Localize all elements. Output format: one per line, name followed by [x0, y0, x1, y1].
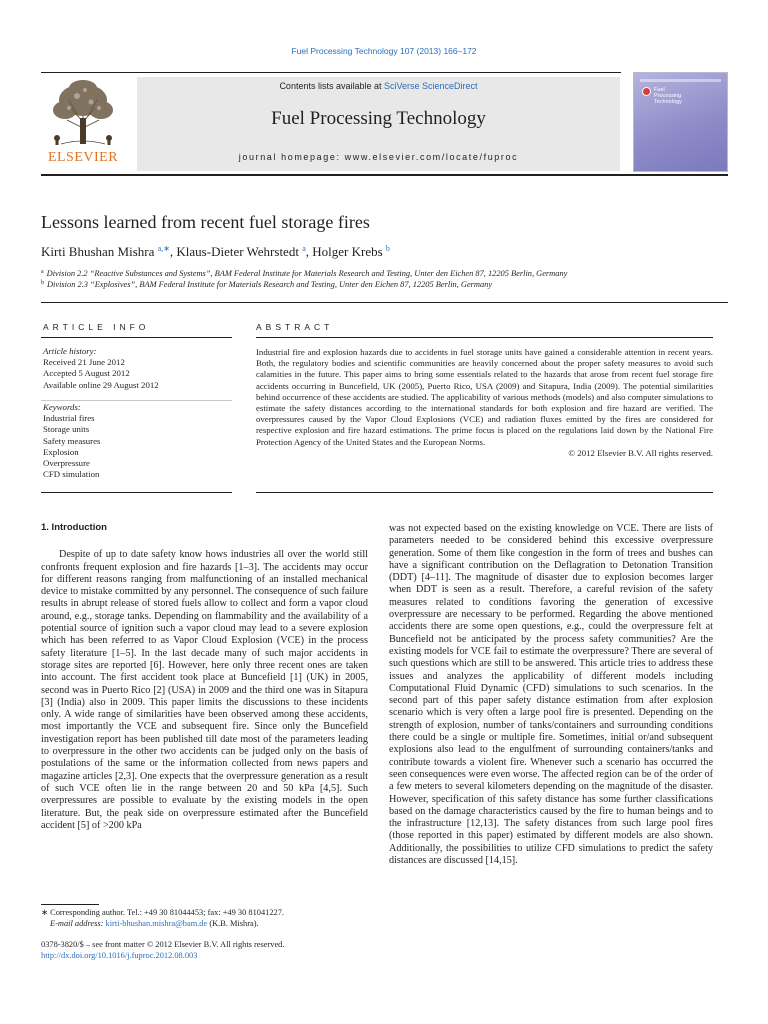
cover-stripe — [640, 79, 721, 82]
footnote — [41, 907, 284, 929]
cover-title-line: Technology — [654, 99, 682, 105]
keyword: Industrial fires — [43, 413, 95, 424]
article-history — [43, 346, 159, 391]
article-title: Lessons learned from recent fuel storage fires — [41, 212, 370, 232]
abstract-rule-bottom — [256, 492, 713, 493]
abstract-body: Industrial fire and explosion hazards due to accidents in fuel storage units have gained a considerable attention in recent years. Both, the regulatory bodies and scientific communities are heavily concerned about the proper safety measures to avoid such calamities in the future. This paper aims to bring some essentials related to the hazards that arose from recent fuel storage fire accidents occurring in Buncefield, UK (2005), Puerto Rico, USA (2009) and Sitapura, India (2009). The potential similarities behind occurrence of these accidents are studied. The applicability of various methods (models) and also computer simulations to estimate the safety distances according to the international standards for both explosion and fire hazard are verified. The overpressures caused by the Vapor Cloud Explosions (VCE) and radiation fluxes emitted by the fires are considered for respective explosion and fire hazard estimations. The prime focus is placed on the regulations laid down by the National Fire Protection Agency of the United States and the European Norms. — [256, 347, 713, 447]
journal-homepage[interactable]: journal homepage: www.elsevier.com/locate/fuproc — [238, 152, 519, 162]
author-affiliation-mark[interactable]: a,∗ — [157, 244, 170, 253]
author-name: Klaus-Dieter Wehrstedt — [176, 244, 299, 259]
cover-badge-icon — [642, 87, 651, 96]
intro-paragraph-continued: was not expected based on the existing knowledge on VCE. There are lists of parameters needed to be considered behind this excessive overpressure generation. Some of them like congestion in the form of trees and bushes can have a significant contribution on the Deflagration to Detonation Transition (DDT) [4–11]. The magnitude of disaster due to explosion becomes larger when DDT is seen as a result. Therefore, a careful revision of the safety measures related to conditions favoring the generation of excessive overpressure are necessary to be performed. Regarding the above mentioned accidents there are some open questions, e.g., could the overpressure felt at Buncefield not be anticipated by the process safety communities? Are the existing models for VCE fail to estimate the overpressure? There are several of such questions which are still to be answered. This article tries to address these issues and analyzes the applicability of different models including Computational Fluid Dynamic (CFD) simulations to such scenarios. In the second part of this paper safety distance estimation from after explosion scenario which is very often a large pool fire is presented. Depending on the strength of explosion, number of tanks/containers and surrounding conditions there could be a single or multiple fire. Sometimes, initial or/and subsequent explosions also lead to the engulfment of surrounding containers/tanks and contribute towards a violent fire. Whenever such a scenario has occurred the seen consequences were even worse. The affected region can be of the order of a few meters to several kilometers depending on the magnitude of the disaster. However, specification of this safety distance has some further classifications based on the damage characteristics caused by the fire to human beings and to the infrastructure [12,13]. The safety distances from such large pool fires (those reported in this paper) estimated by different models are also shown. Additionally, the possibilities to utilize CFD simulations to predict the safety distances are discussed [14,15]. — [389, 523, 713, 867]
author-affiliation-mark[interactable]: a — [302, 244, 306, 253]
elsevier-logo — [41, 78, 125, 170]
header-rule-bottom — [41, 174, 728, 176]
keyword: Storage units — [43, 424, 90, 435]
issn-block — [41, 939, 284, 961]
affiliation — [41, 269, 567, 278]
affiliation-mark: b — [41, 280, 44, 286]
journal-cover-thumbnail — [633, 72, 728, 172]
contents-prefix: Contents lists available at — [279, 81, 384, 91]
keywords-heading: Keywords: — [43, 402, 81, 412]
abstract-text — [256, 347, 713, 459]
cover-title — [654, 87, 682, 105]
author-name: Kirti Bhushan Mishra — [41, 244, 155, 259]
received-date: Received 21 June 2012 — [43, 357, 125, 368]
author-email-link[interactable]: kirti-bhushan.mishra@bam.de — [105, 919, 208, 929]
article-info-rule — [41, 337, 232, 338]
keywords-block — [43, 402, 100, 480]
keyword: Explosion — [43, 446, 79, 457]
corresponding-author-note: ∗ Corresponding author. Tel.: +49 30 81044453; fax: +49 30 81041227. — [41, 908, 284, 917]
affiliation-text: Division 2.3 “Explosives”, BAM Federal Institute for Materials Research and Testing, Unter den Eichen 87, 12205 Berlin, Germany — [47, 280, 493, 289]
sciencedirect-link[interactable]: SciVerse ScienceDirect — [384, 81, 478, 91]
footnote-rule — [41, 904, 99, 905]
cover-title-line: Processing — [654, 93, 682, 99]
abstract-label: ABSTRACT — [256, 322, 334, 332]
article-info-rule-bottom — [41, 492, 232, 493]
section-heading: 1. Introduction — [41, 522, 107, 533]
cover-title-line: Fuel — [654, 87, 665, 93]
article-info-separator — [41, 400, 232, 401]
journal-title: Fuel Processing Technology — [271, 108, 486, 129]
affiliation-text: Division 2.2 “Reactive Substances and Systems”, BAM Federal Institute for Materials Research and Testing, Unter den Eichen 87, 12205 Berlin, Germany — [46, 269, 568, 278]
accepted-date: Accepted 5 August 2012 — [43, 368, 130, 379]
doi-link[interactable]: http://dx.doi.org/10.1016/j.fuproc.2012.08.003 — [41, 951, 198, 961]
header-rule-top — [41, 72, 621, 73]
author-name: Holger Krebs — [312, 244, 383, 259]
elsevier-tree-icon — [41, 78, 125, 148]
keyword: CFD simulation — [43, 469, 100, 480]
elsevier-wordmark: ELSEVIER — [47, 150, 119, 165]
author-affiliation-mark[interactable]: b — [385, 244, 390, 253]
section-divider — [41, 302, 728, 303]
contents-line — [137, 81, 620, 91]
article-info-label: ARTICLE INFO — [43, 322, 150, 332]
issn-line: 0378-3820/$ – see front matter © 2012 Elsevier B.V. All rights reserved. — [41, 940, 285, 949]
article-history-heading: Article history: — [43, 346, 97, 356]
affiliation — [41, 280, 492, 289]
email-suffix: (K.B. Mishra). — [209, 919, 259, 929]
keyword: Safety measures — [43, 435, 101, 446]
author-list: Kirti Bhushan Mishra $^{a,∗}$, Klaus-Dieter Wehrstedt $^a$, Holger Krebs $^b$ — [41, 244, 390, 259]
affiliation-mark: a — [41, 269, 44, 275]
body-column-right — [389, 523, 713, 867]
intro-paragraph: Despite of up to date safety know hows industries all over the world still confronts frequent explosion and fire hazards [1–3]. The accidents may occur for different reasons ranging from malfunctioning of an installed mechanical device to mistake committed by any personnel. The consequence of such failure results in abrupt release of stored fuels allow to collect and form a vapor cloud around, e.g., storage tanks. Depending on flammability and the availability of a potential source of ignition such a vapor cloud may lead to a severe explosion which has been referred to as Vapor Cloud Explosion (VCE) in the process safety literature [1–5]. In the last decade many of such major accidents in storage sites are reported [6]. However, here only three recent ones are taken into account. The first accident took place at Buncefield [1] (UK) in 2005, second was in Puerto Rico [2] (USA) in 2009 and the third one was in Sitapura [3] (India) also in 2009. This paper limits the discussions to these incidents only. A wide range of similarities have been observed among these accidents, most importantly the VCE and subsequent fire. Since only the Buncefield investigation report has been published till date most of the parameters leading to overpressure in the other two accidents can be judged only on the basis of postulations of the same or the information collected from news papers and magazine articles [2,3]. One expects that the overpressure generation as a result of such VCE often lie in the range between 20 and 50 kPa [4,5]. Such overpressures are possible to evaluate by the existing models in the open literature. But, the peak side on overpressure estimated after the Buncefield accident [5] of >200 kPa — [41, 549, 368, 831]
available-date: Available online 29 August 2012 — [43, 379, 159, 390]
keyword: Overpressure — [43, 458, 90, 469]
journal-reference[interactable]: Fuel Processing Technology 107 (2013) 166–172 — [291, 46, 477, 56]
abstract-copyright: © 2012 Elsevier B.V. All rights reserved. — [568, 447, 713, 458]
abstract-rule-top — [256, 337, 713, 338]
email-label: E-mail address: — [50, 919, 104, 929]
body-column-left — [41, 522, 368, 832]
